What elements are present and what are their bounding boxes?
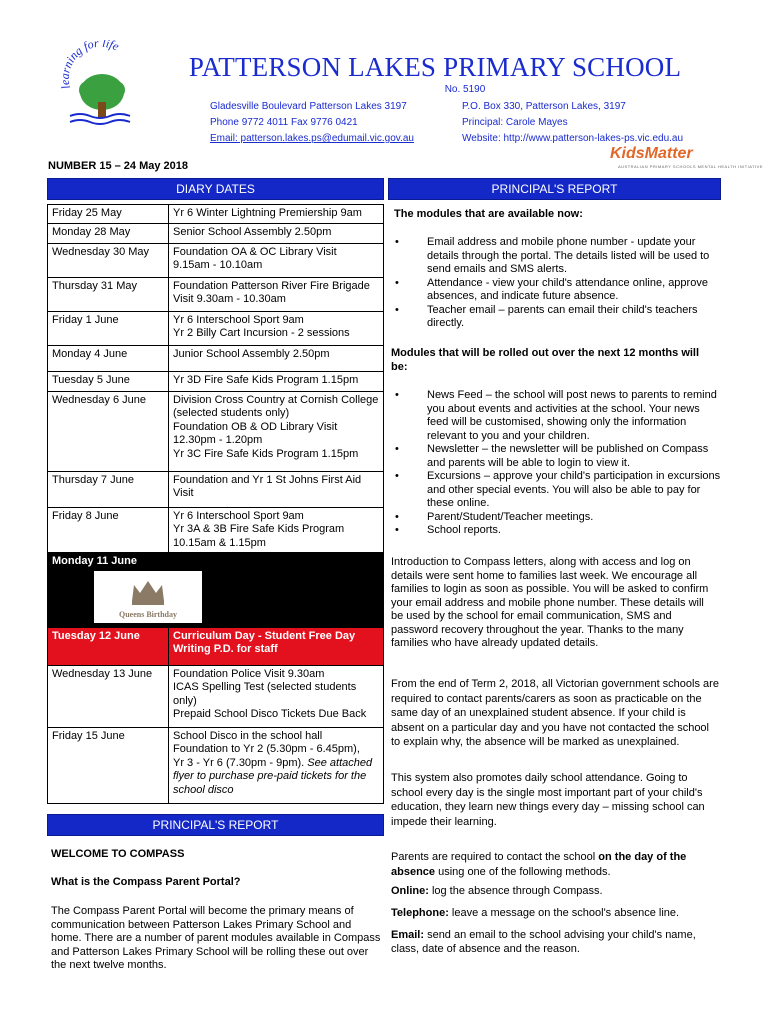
modules-now-list	[391, 236, 721, 331]
compass-letters-paragraph: Introduction to Compass letters, along with access and log on details were sent home to families last week. We encourage all families to login as soon as possible. You will be asked to confirm your email address and mobile phone number. These details will be used by the school for email communication, SMS and password recovery throughout the year. Thanks to the many families who have already updated details.	[391, 556, 709, 649]
diary-table	[47, 204, 384, 804]
school-website-link[interactable]: Website: http://www.patterson-lakes-ps.vic.edu.au	[462, 133, 684, 144]
diary-event: Division Cross Country at Cornish College (selected students only) Foundation OB & OD Library Visit 12.30pm - 1.20pm Yr 3C Fire Safe Kids Program 1.15pm	[169, 391, 384, 471]
diary-event: Yr 6 Interschool Sport 9am Yr 2 Billy Cart Incursion - 2 sessions	[169, 311, 384, 345]
diary-event: Curriculum Day - Student Free Day Writing P.D. for staff	[169, 627, 384, 665]
diary-row	[48, 205, 384, 224]
diary-date: Friday 15 June	[48, 727, 169, 803]
diary-event: Foundation OA & OC Library Visit 9.15am - 10.10am	[169, 243, 384, 277]
diary-row	[48, 665, 384, 727]
contact-methods-intro: Parents are required to contact the school on the day of the absence using one of the following methods.	[391, 851, 687, 878]
diary-date: Friday 25 May	[48, 205, 169, 224]
diary-date: Thursday 31 May	[48, 277, 169, 311]
list-item: • Newsletter – the newsletter will be published on Compass and parents will be able to login to view it.	[391, 443, 721, 470]
diary-date: Friday 8 June	[48, 507, 169, 553]
school-address: Gladesville Boulevard Patterson Lakes 3197	[210, 101, 407, 112]
diary-date: Wednesday 13 June	[48, 665, 169, 727]
portal-intro: The Compass Parent Portal will become the primary means of communication between Patterson Lakes Primary School and home. There are a number of parent modules available in Compass and Patterson Lakes Primary School will be rolling these out over the next twelve months.	[51, 905, 381, 971]
list-item: • Attendance - view your child's attendance online, approve absences, and indicate future absence.	[391, 277, 721, 304]
diary-row	[48, 243, 384, 277]
diary-date: Wednesday 6 June	[48, 391, 169, 471]
diary-row	[48, 727, 384, 803]
welcome-heading: WELCOME TO COMPASS	[51, 848, 185, 860]
diary-date: Tuesday 5 June	[48, 371, 169, 391]
list-item: • Email address and mobile phone number - update your details through the portal. The details listed will be used to send emails and SMS alerts.	[391, 236, 721, 277]
diary-row	[48, 311, 384, 345]
diary-event: Foundation Police Visit 9.30am ICAS Spelling Test (selected students only) Prepaid School Disco Tickets Due Back	[169, 665, 384, 727]
contact-email: Email: send an email to the school advising your child's name, class, date of absence and the reason.	[391, 929, 696, 955]
diary-row	[48, 371, 384, 391]
diary-event: Junior School Assembly 2.50pm	[169, 345, 384, 371]
list-item: • News Feed – the school will post news to parents to remind you about events and activities at the school. Your news feed will be customised, showing only the information relevant to you and your children.	[391, 389, 721, 443]
diary-date: Friday 1 June	[48, 311, 169, 345]
diary-event: Yr 6 Interschool Sport 9am Yr 3A & 3B Fire Safe Kids Program 10.15am & 1.15pm	[169, 507, 384, 553]
contact-online: Online: log the absence through Compass.	[391, 885, 603, 897]
principal-report-heading-left: PRINCIPAL'S REPORT	[47, 814, 384, 836]
school-logo	[60, 40, 140, 130]
diary-row	[48, 223, 384, 243]
list-item: • School reports.	[391, 524, 721, 538]
school-po-box: P.O. Box 330, Patterson Lakes, 3197	[462, 101, 626, 112]
school-principal: Principal: Carole Mayes	[462, 117, 568, 128]
principal-report-heading-right: PRINCIPAL'S REPORT	[388, 178, 721, 200]
contact-telephone: Telephone: leave a message on the school's absence line.	[391, 907, 680, 919]
modules-next-list	[391, 389, 721, 538]
diary-row	[48, 277, 384, 311]
diary-date: Wednesday 30 May	[48, 243, 169, 277]
kids-matter-tagline: AUSTRALIAN PRIMARY SCHOOLS MENTAL HEALTH INITIATIVE	[618, 164, 764, 169]
school-phone: Phone 9772 4011 Fax 9776 0421	[210, 117, 358, 128]
diary-date: Monday 28 May	[48, 223, 169, 243]
diary-row	[48, 391, 384, 471]
list-item: • Excursions – approve your child's participation in excursions and other special events. You will also be able to pay for these online.	[391, 470, 721, 511]
kids-matter-logo: KidsMatter	[610, 145, 693, 162]
queens-birthday-label: Queens Birthday	[118, 609, 178, 619]
holiday-date: Monday 11 June	[52, 555, 137, 567]
logo-text: ning for life	[60, 40, 122, 71]
portal-question: What is the Compass Parent Portal?	[51, 876, 241, 888]
school-number: No. 5190	[444, 84, 486, 95]
diary-event: Foundation Patterson River Fire Brigade Visit 9.30am - 10.30am	[169, 277, 384, 311]
diary-event: Yr 3D Fire Safe Kids Program 1.15pm	[169, 371, 384, 391]
diary-event: Foundation and Yr 1 St Johns First Aid Visit	[169, 471, 384, 507]
diary-row	[48, 507, 384, 553]
diary-row	[48, 345, 384, 371]
diary-event: Senior School Assembly 2.50pm	[169, 223, 384, 243]
diary-date: Thursday 7 June	[48, 471, 169, 507]
diary-event: School Disco in the school hall Foundation to Yr 2 (5.30pm - 6.45pm), Yr 3 - Yr 6 (7.30pm - 9pm). See attached flyer to purchase pre-paid tickets for the school disco	[169, 727, 384, 803]
diary-row	[48, 471, 384, 507]
queens-birthday-image	[94, 571, 202, 623]
diary-dates-heading: DIARY DATES	[47, 178, 384, 200]
diary-date: Monday 4 June	[48, 345, 169, 371]
diary-event: Yr 6 Winter Lightning Premiership 9am	[169, 205, 384, 224]
diary-date: Tuesday 12 June	[48, 627, 169, 665]
attendance-paragraph: This system also promotes daily school attendance. Going to school every day is the single most important part of your child's education, they learn new things every day – missing school can impede their learning.	[391, 772, 705, 828]
modules-next-heading: Modules that will be rolled out over the next 12 months will be:	[391, 347, 700, 373]
school-email-link[interactable]: Email: patterson.lakes.ps@edumail.vic.gov.au	[210, 133, 414, 144]
diary-row-holiday	[48, 553, 384, 628]
term2-paragraph: From the end of Term 2, 2018, all Victorian government schools are required to contact parents/carers as soon as practicable on the same day of an unexplained student absence. If your child is absent on a particular day and you have not contacted the school to explain why, the absence will be marked as unexplained.	[391, 678, 719, 748]
modules-now-heading: The modules that are available now:	[394, 208, 583, 220]
diary-row	[48, 627, 384, 665]
list-item: • Parent/Student/Teacher meetings.	[391, 511, 721, 525]
list-item: • Teacher email – parents can email their child's teachers directly.	[391, 304, 721, 331]
school-name: PATTERSON LAKES PRIMARY SCHOOL	[188, 52, 682, 82]
issue-number: NUMBER 15 – 24 May 2018	[48, 160, 189, 172]
